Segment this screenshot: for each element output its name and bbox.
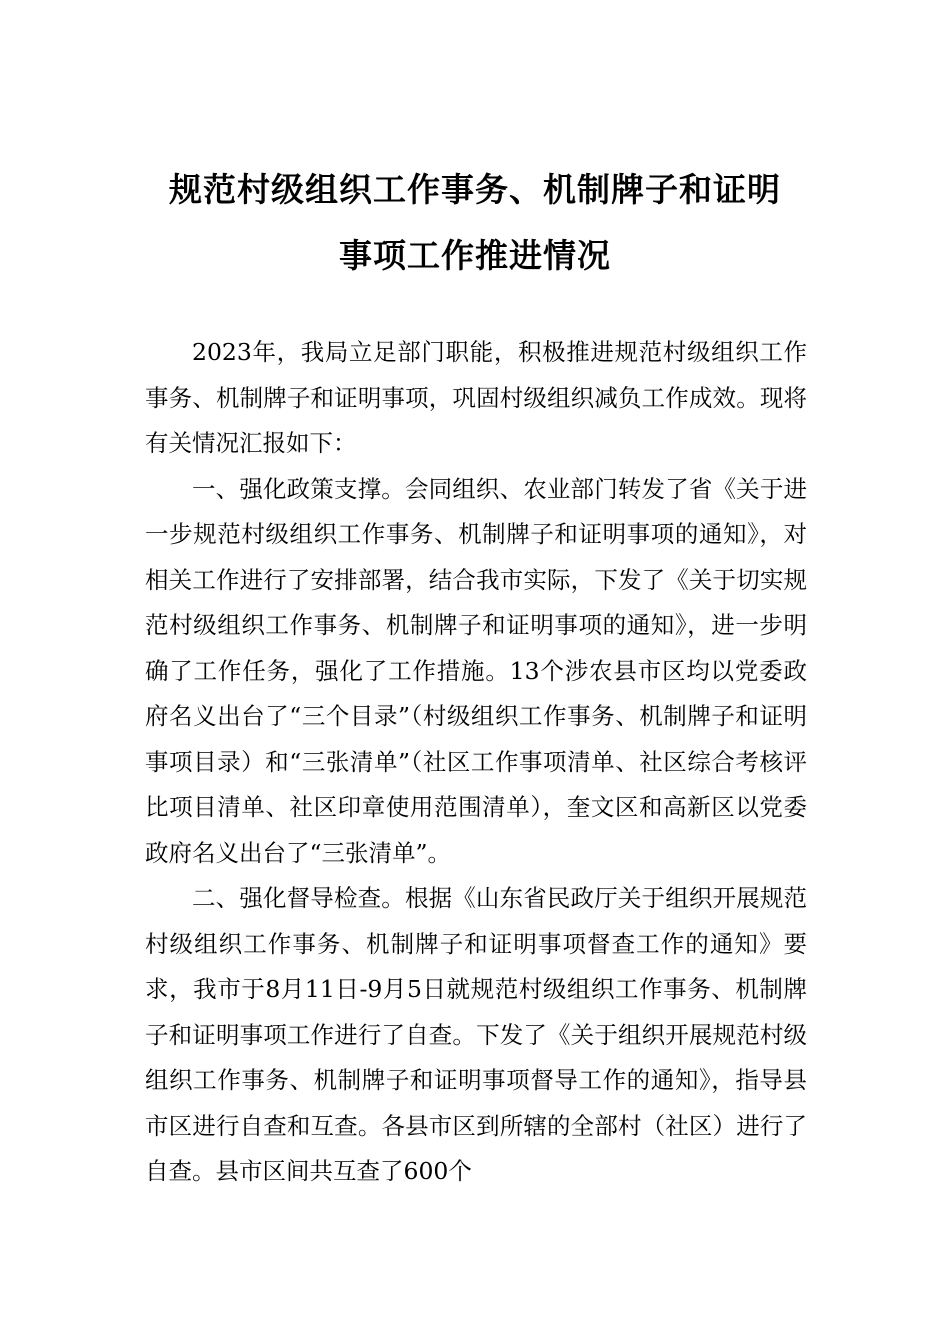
document-title-line-2: 事项工作推进情况: [339, 236, 611, 275]
paragraph-intro: 2023年，我局立足部门职能，积极推进规范村级组织工作事务、机制牌子和证明事项，巩固村级组织减负工作成效。现将有关情况汇报如下：: [145, 338, 807, 457]
paragraph-supervision: 二、强化督导检查。根据《山东省民政厅关于组织开展规范村级组织工作事务、机制牌子和证明事项督查工作的通知》要求，我市于8月11日-9月5日就规范村级组织工作事务、机制牌子和证明事项工作进行了自查。下发了《关于组织开展规范村级组织工作事务、机制牌子和证明事项督导工作的通知》，指导县市区进行自查和互查。各县市区到所辖的全部村（社区）进行了自查。县市区间共互查了600个: [145, 884, 807, 1185]
document-body: [145, 330, 807, 1195]
document-title-line-1: 规范村级组织工作事务、机制牌子和证明: [169, 170, 781, 209]
paragraph-policy-support: 一、强化政策支撑。会同组织、农业部门转发了省《关于进一步规范村级组织工作事务、机制牌子和证明事项的通知》，对相关工作进行了安排部署，结合我市实际，下发了《关于切实规范村级组织工作事务、机制牌子和证明事项的通知》，进一步明确了工作任务，强化了工作措施。13个涉农县市区均以党委政府名义出台了“三个目录”（村级组织工作事务、机制牌子和证明事项目录）和“三张清单”（社区工作事项清单、社区综合考核评比项目清单、社区印章使用范围清单），奎文区和高新区以党委政府名义出台了“三张清单”。: [145, 474, 807, 867]
